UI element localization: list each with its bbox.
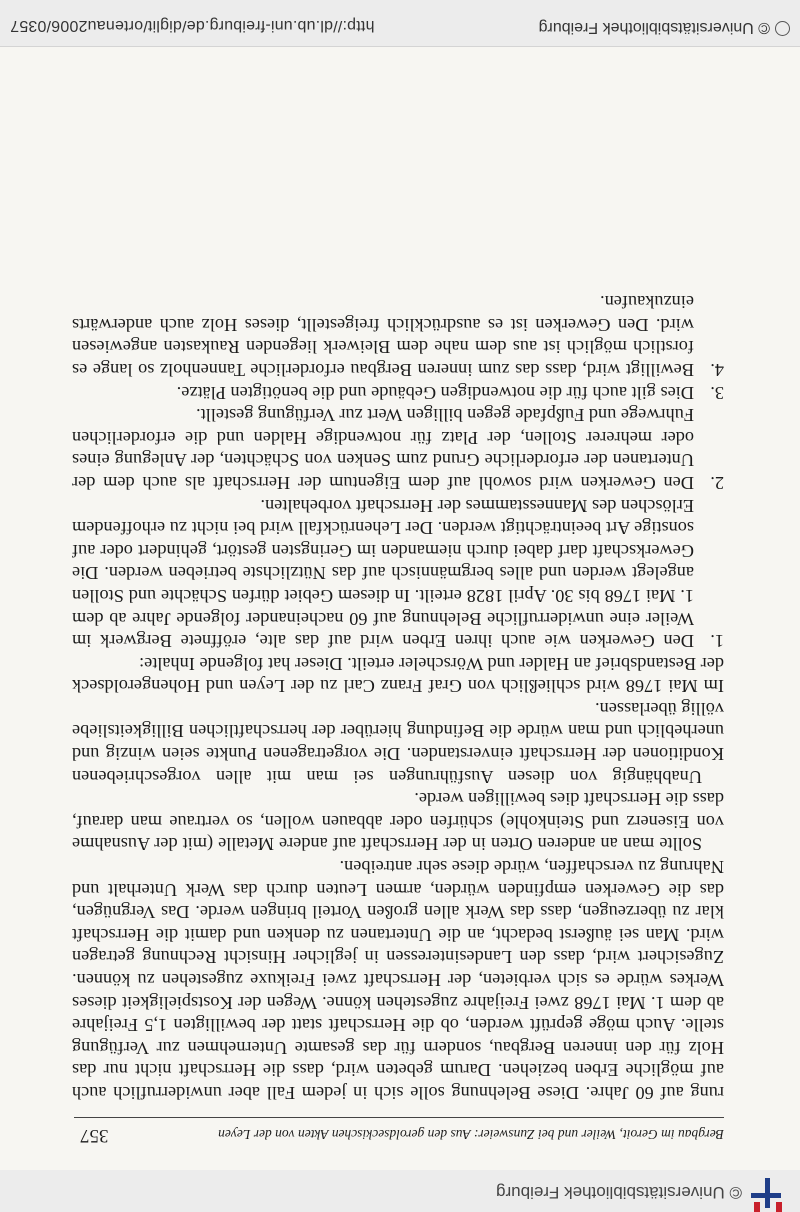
list-text: Dies gilt auch für die notwendigen Gebäude und die benötigten Plätze.	[176, 382, 694, 403]
list-item	[72, 381, 724, 404]
page-url[interactable]: http://dl.ub.uni-freiburg.de/diglit/ortenau2006/0357	[10, 17, 375, 34]
list-item	[72, 404, 724, 494]
list-number: 3.	[710, 382, 724, 403]
page-number: 357	[80, 1125, 109, 1146]
library-brand-text: © Universitätsbibliothek Freiburg	[538, 19, 770, 36]
list-text: Den Gewerken wie auch ihren Erben wird auf das alte, eröffnete Bergwerk im Weiler eine unwiderrufliche Belehnung auf 60 nacheinander folgende Jahre ab dem 1. Mai 1768 bis 30. April 1828 erteilt. In diesem Gebiet dürfen Schächte und Stollen angelegt werden und alles bergmännisch auf das Nützlichste betrieben werden. Die Gewerkschaft darf dabei durch niemanden im Geringsten gestört, gehindert oder auf sonstige Art beeinträchtigt werden. Der Lehenrückfall wird bei nicht zu erhoffendem Erlöschen des Mannesstammes der Herrschaft vorbehalten.	[72, 495, 694, 652]
running-head: Bergbau im Geroit, Weiler und bei Zunsweier: Aus den geroldseckischen Akten von der Leyen	[218, 1127, 724, 1142]
list-number: 1.	[710, 631, 724, 652]
list-text: Bewilligt wird, dass das zum inneren Bergbau erforderliche Tannenholz so lange es forstlich möglich ist aus dem nahe dem Bleiwerk liegenden Raukasten angewiesen wird. Den Gewerken ist es ausdrücklich freigestellt, dieses Holz auch anderwärts einzukaufen.	[72, 292, 694, 380]
paragraph: rung auf 60 Jahre. Diese Belehnung solle sich in jedem Fall aber unwiderruflich auch auf mögliche Erben beziehen. Darum gebeten wird, dass die Herrschaft nicht nur das Holz für den inneren Bergbau, sondern für das gesamte Unternehmen zur Verfügung stelle. Auch möge geprüft werden, ob die Herrschaft statt der bewilligten 1,5 Freijahre ab dem 1. Mai 1768 zwei Freijahre zugestehen könne. Wegen der Kostspieligkeit dieses Werkes würde es sich verbieten, der Herrschaft zwei Freikuxe zugestehen zu können. Zugesichert wird, dass den Landesinteressen in jeglicher Hinsicht Rechnung getragen wird. Man sei äußerst bedacht, an die Untertanen zu denken und damit die Herrschaft klar zu überzeugen, dass das Werk allen großen Vorteil bringen werde. Das Vergnügen, das die Gewerken empfinden würden, armen Leuten durch das Werk Unterhalt und Nahrung zu verschaffen, würde diese sehr antreiben.	[72, 857, 724, 1103]
list-number: 4.	[710, 360, 724, 380]
viewer-top-bar	[0, 0, 800, 47]
paragraph: Sollte man an anderen Orten in der Herrschaft auf andere Metalle (mit der Ausnahme von Eisenerz und Steinkohle) schürfen oder abbauen wollen, so vertraue man darauf, dass die Herrschaft dies bewilligen werde.	[72, 789, 724, 855]
viewer-bottom-bar	[0, 1169, 800, 1212]
document-page	[0, 46, 800, 1170]
list-item	[72, 494, 724, 652]
copyright-icon	[775, 21, 790, 36]
library-brand-bottom	[539, 18, 790, 36]
page-body	[72, 291, 724, 1104]
page-header	[74, 1117, 724, 1148]
paragraph: Unabhängig von diesen Ausführungen sei man mit allen vorgeschriebenen Konditionen der Herrschaft einverstanden. Die vorgetragenen Punkte seien winzig und unerheblich und man würde die Befindung hierüber der herrschaftlichen Billigkeitsliebe völlig überlassen.	[72, 698, 724, 787]
paragraph: Im Mai 1768 wird schließlich von Graf Franz Carl zu der Leyen und Hohengeroldseck der Bestandsbrief an Halder und Wörscheler erteilt. Dieser hat folgende Inhalte:	[72, 653, 724, 697]
library-brand-top: © Universitätsbibliothek Freiburg	[496, 1183, 742, 1202]
list-text: Den Gewerken wird sowohl auf dem Eigentum der Herrschaft als auch dem der Untertanen der erforderliche Grund zum Senken von Schächten, der Anlegung eines oder mehrerer Stollen, der Platz für notwendige Halden und die erforderlichen Fuhrwege und Fußpfade gegen billigen Wert zur Verfügung gestellt.	[72, 405, 694, 493]
library-logo-icon	[748, 1170, 788, 1212]
list-number: 2.	[710, 472, 724, 493]
list-item	[72, 291, 724, 381]
